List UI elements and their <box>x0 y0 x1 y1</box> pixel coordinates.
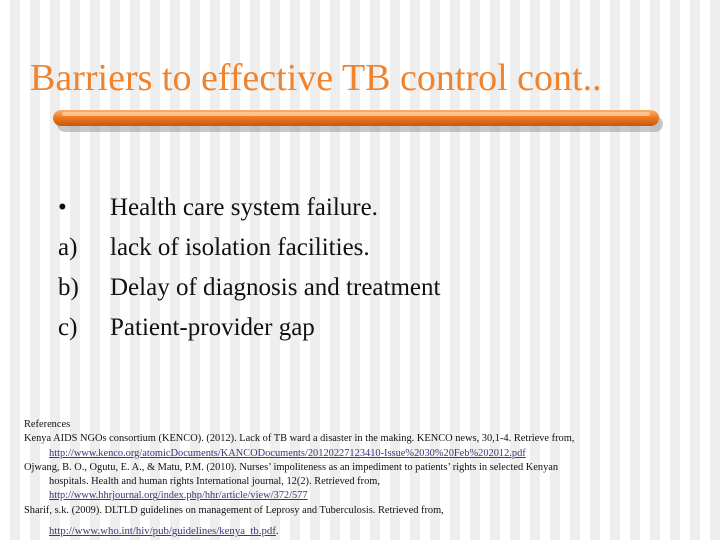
reference-sharif-link[interactable]: http://www.who.int/hiv/pub/guidelines/kenya_tb.pdf <box>49 525 276 538</box>
reference-kenco-link[interactable]: http://www.kenco.org/atomicDocuments/KANCODocuments/20120227123410-Issue%2030%20Feb%202012.pdf <box>49 447 526 459</box>
reference-sharif: Sharif, s.k. (2009). DLTLD guidelines on management of Leprosy and Tuberculosis. Retrieved from, <box>24 504 444 516</box>
reference-sharif-period: . <box>275 525 279 538</box>
list-item <box>58 228 698 268</box>
reference-ojwang-link[interactable]: http://www.hhrjournal.org/index.php/hhr/article/view/372/577 <box>49 490 308 502</box>
references-section <box>24 418 714 538</box>
list-item-text: Delay of diagnosis and treatment <box>110 274 441 301</box>
list-marker: c) <box>58 314 78 341</box>
title-underline-bar <box>52 107 666 133</box>
list-item <box>58 268 698 308</box>
reference-sharif-link-row <box>24 524 714 538</box>
list-item-text: Health care system failure. <box>110 194 378 221</box>
reference-ojwang: Ojwang, B. O., Ogutu, E. A., & Matu, P.M. (2010). Nurses’ impoliteness as an impediment to patients’ rights in selected Kenyan <box>24 461 559 473</box>
list-item <box>58 308 698 348</box>
slide-title: Barriers to effective TB control cont.. <box>30 57 602 99</box>
references-heading: References <box>24 419 71 430</box>
list-item <box>58 188 698 228</box>
list-marker: • <box>58 194 67 221</box>
list-marker: b) <box>58 274 79 301</box>
list-marker: a) <box>58 234 78 261</box>
reference-kenco-link-row <box>24 447 714 461</box>
list-item-text: Patient-provider gap <box>110 314 315 341</box>
reference-kenco: Kenya AIDS NGOs consortium (KENCO). (2012). Lack of TB ward a disaster in the making. KENCO news, 30,1-4. Retrieve from, <box>24 433 575 445</box>
list-item-text: lack of isolation facilities. <box>110 234 370 261</box>
bullet-list <box>58 188 698 348</box>
reference-ojwang-link-row <box>24 489 714 503</box>
reference-ojwang-cont: hospitals. Health and human rights International journal, 12(2). Retrieved from, <box>49 476 380 488</box>
